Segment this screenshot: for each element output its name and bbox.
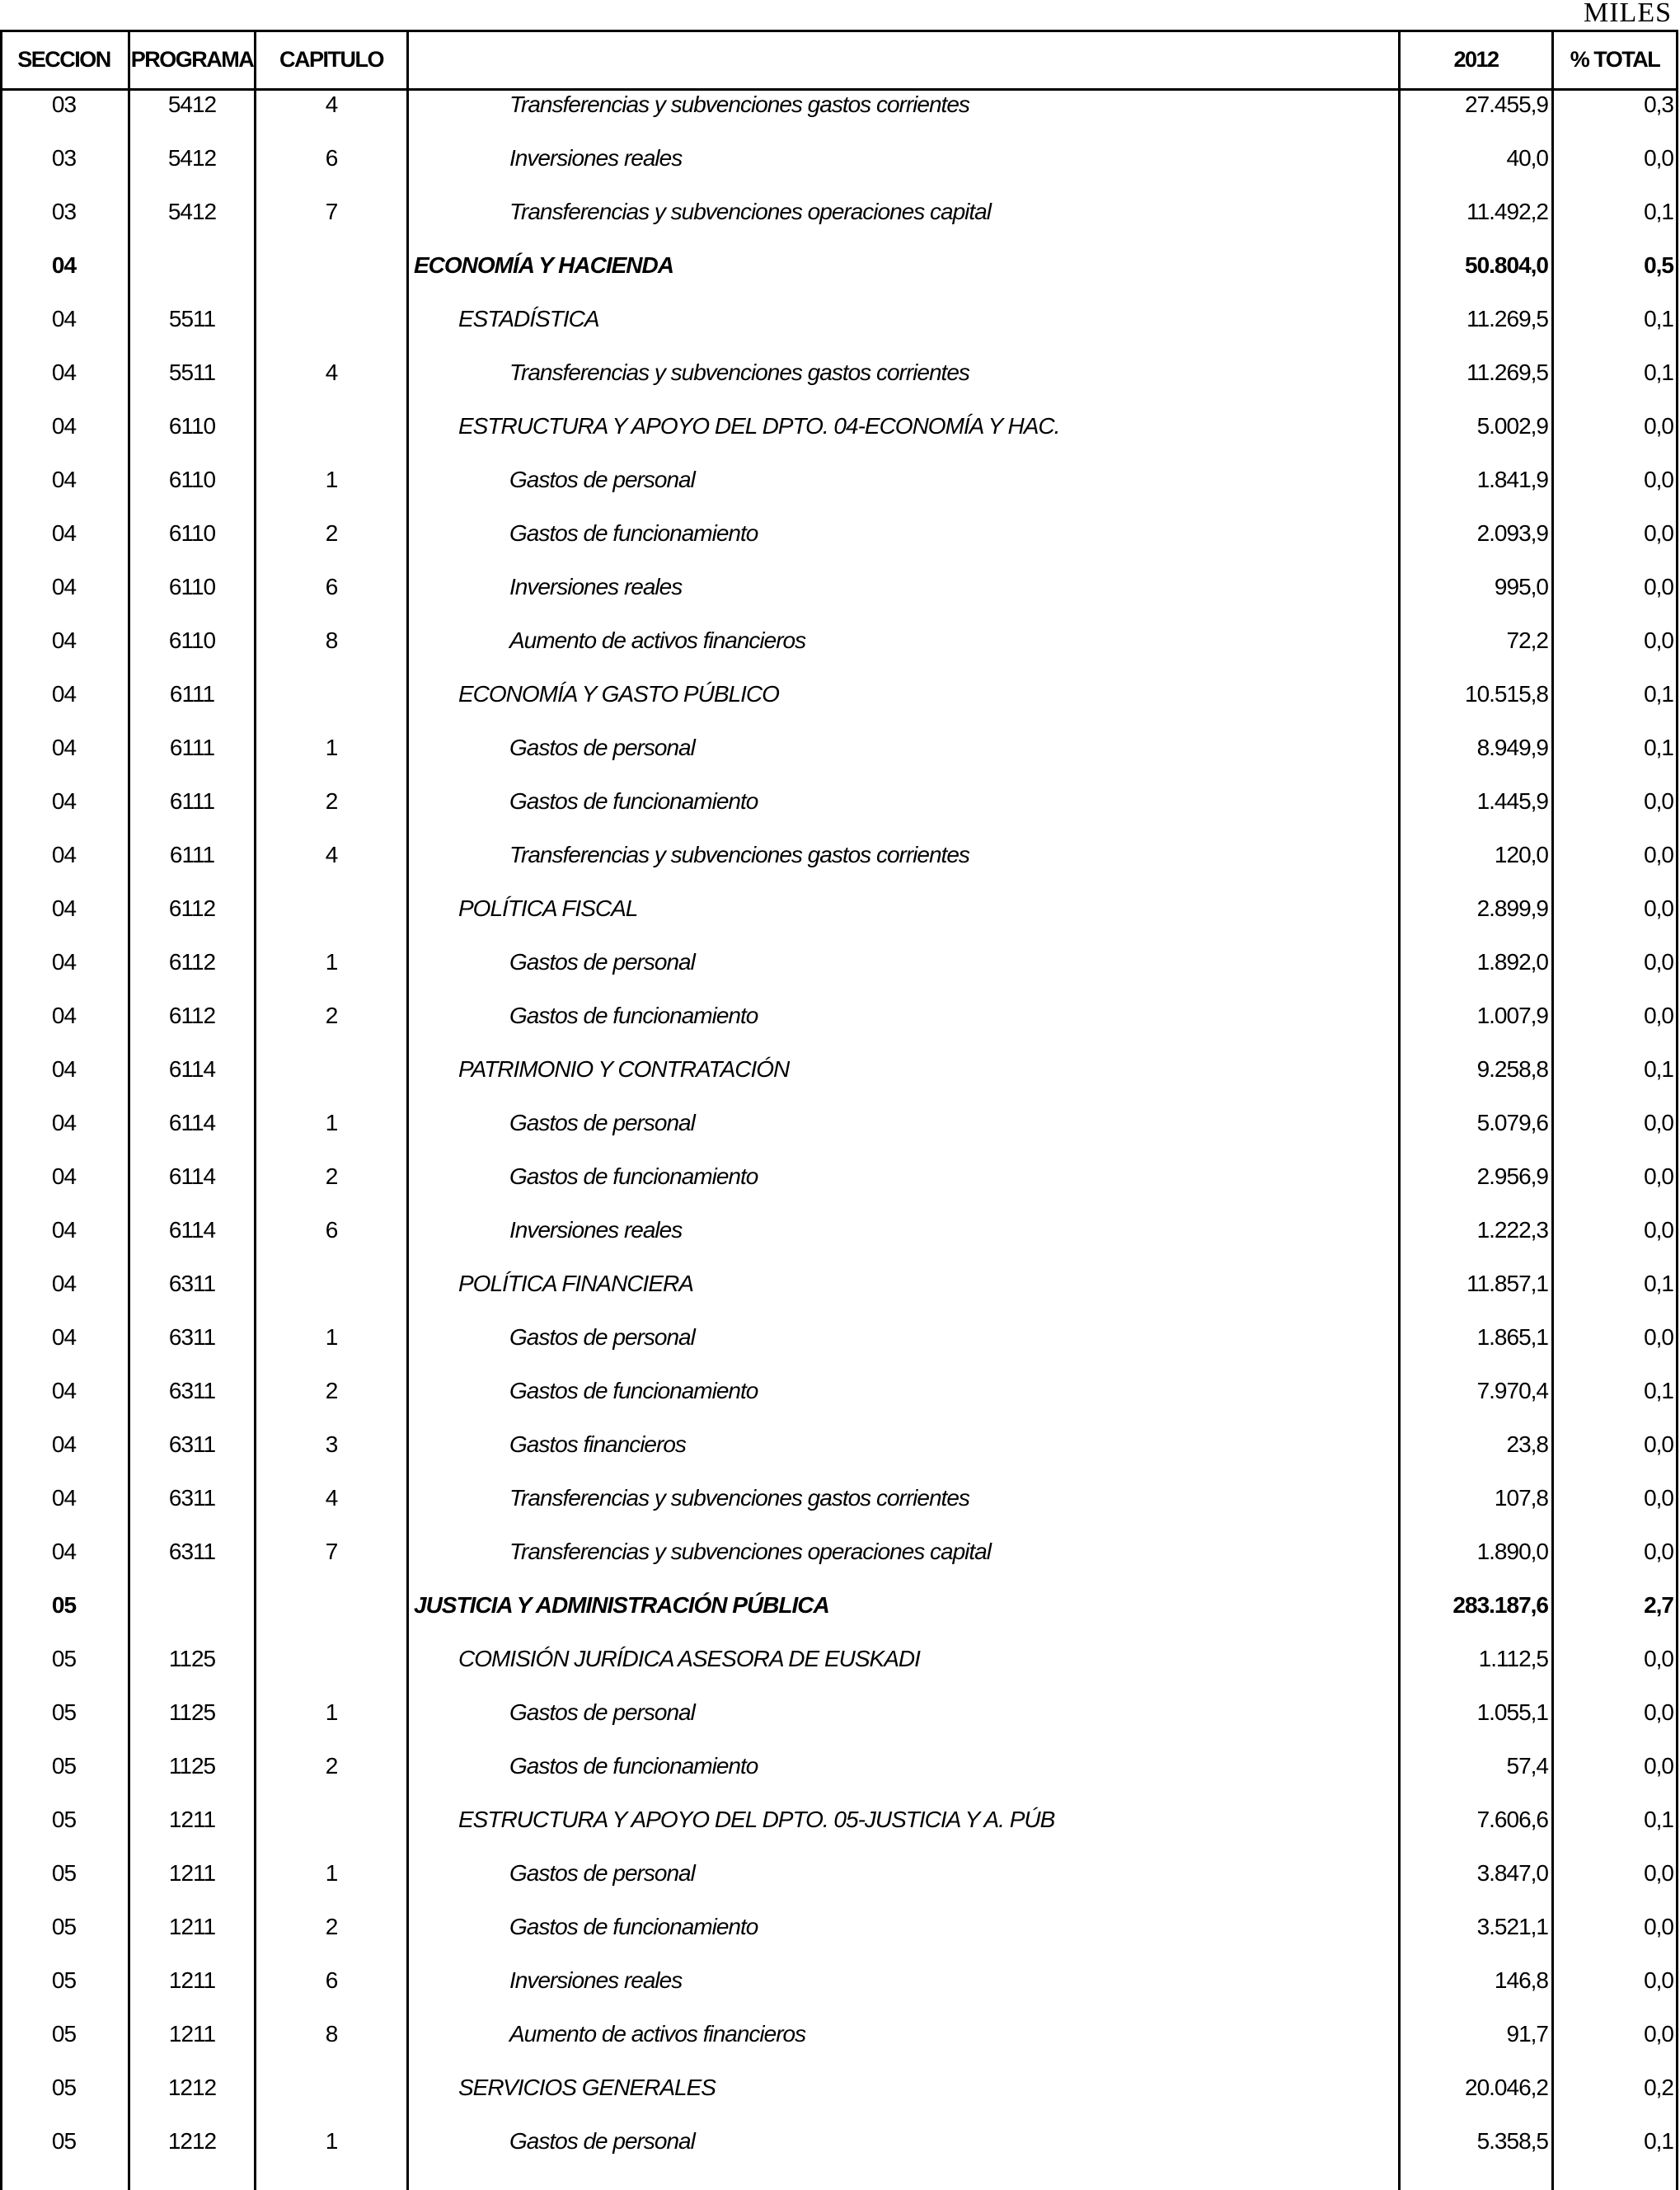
pct-total-cell: 0,1 — [1644, 2128, 1673, 2154]
table-row — [0, 91, 1678, 144]
descripcion-cell: Inversiones reales — [509, 574, 683, 599]
table-row — [0, 1967, 1678, 2020]
amount-cell: 3.847,0 — [1476, 1860, 1548, 1886]
descripcion-cell: Transferencias y subvenciones gastos corrientes — [509, 842, 969, 867]
amount-cell: 72,2 — [1506, 627, 1548, 653]
seccion-cell: 04 — [51, 1217, 77, 1243]
descripcion-cell: Gastos de funcionamiento — [509, 1753, 758, 1779]
seccion-cell: 04 — [51, 1539, 77, 1564]
pct-total-cell: 0,0 — [1644, 1860, 1673, 1886]
amount-cell: 283.187,6 — [1452, 1592, 1548, 1618]
pct-total-cell: 0,0 — [1644, 1110, 1673, 1135]
programa-cell: 1211 — [168, 2021, 216, 2047]
table-row — [0, 1752, 1678, 1806]
descripcion-cell: Transferencias y subvenciones gastos corrientes — [509, 360, 969, 385]
pct-total-cell: 0,1 — [1644, 199, 1673, 224]
descripcion-cell: SERVICIOS GENERALES — [458, 2075, 716, 2100]
seccion-cell: 04 — [51, 1163, 77, 1189]
programa-cell: 1212 — [167, 2075, 217, 2100]
amount-cell: 1.892,0 — [1476, 949, 1548, 975]
programa-cell: 6311 — [168, 1378, 216, 1403]
descripcion-cell: ESTADÍSTICA — [458, 306, 599, 331]
descripcion-cell: Gastos de personal — [509, 1860, 695, 1886]
descripcion-cell: Gastos de funcionamiento — [509, 1163, 758, 1189]
capitulo-cell: 6 — [325, 1967, 338, 1993]
descripcion-cell: Gastos de personal — [509, 1699, 695, 1725]
seccion-cell: 04 — [51, 360, 77, 385]
programa-cell: 6111 — [169, 735, 215, 760]
programa-cell: 1125 — [168, 1699, 216, 1725]
table-row — [0, 1431, 1678, 1484]
table-row — [0, 787, 1678, 841]
descripcion-cell: Inversiones reales — [509, 1967, 683, 1993]
capitulo-cell: 2 — [325, 1914, 338, 1939]
pct-total-cell: 0,0 — [1644, 467, 1673, 492]
seccion-cell: 04 — [51, 1431, 77, 1457]
pct-total-cell: 0,0 — [1644, 1485, 1673, 1511]
programa-cell: 5511 — [168, 306, 216, 331]
descripcion-cell: Inversiones reales — [509, 145, 683, 171]
capitulo-cell: 7 — [325, 199, 338, 224]
unit-label: MILES — [1584, 0, 1672, 28]
pct-total-cell: 2,7 — [1644, 1592, 1673, 1618]
amount-cell: 995,0 — [1494, 574, 1548, 599]
pct-total-cell: 0,1 — [1644, 735, 1673, 760]
capitulo-cell: 2 — [325, 1378, 338, 1403]
header-seccion: SECCION — [17, 47, 110, 72]
table-row — [0, 251, 1678, 305]
amount-cell: 11.492,2 — [1466, 199, 1548, 224]
seccion-cell: 04 — [51, 413, 77, 439]
descripcion-cell: ECONOMÍA Y GASTO PÚBLICO — [458, 681, 779, 707]
table-row — [0, 2074, 1678, 2127]
amount-cell: 2.093,9 — [1476, 520, 1548, 546]
table-row — [0, 1163, 1678, 1216]
amount-cell: 8.949,9 — [1476, 735, 1548, 760]
amount-cell: 7.970,4 — [1476, 1378, 1548, 1403]
descripcion-cell: JUSTICIA Y ADMINISTRACIÓN PÚBLICA — [414, 1592, 829, 1618]
descripcion-cell: Gastos de funcionamiento — [509, 1914, 758, 1939]
table-row — [0, 1538, 1678, 1591]
amount-cell: 10.515,8 — [1465, 681, 1548, 707]
programa-cell: 6110 — [168, 413, 216, 439]
pct-total-cell: 0,0 — [1644, 1699, 1673, 1725]
amount-cell: 7.606,6 — [1476, 1807, 1548, 1832]
capitulo-cell: 8 — [325, 2021, 338, 2047]
amount-cell: 57,4 — [1506, 1753, 1548, 1779]
amount-cell: 27.455,9 — [1465, 92, 1548, 117]
amount-cell: 9.258,8 — [1476, 1056, 1548, 1082]
descripcion-cell: Transferencias y subvenciones gastos corrientes — [509, 92, 969, 117]
seccion-cell: 04 — [51, 681, 77, 707]
seccion-cell: 05 — [51, 1860, 77, 1886]
seccion-cell: 05 — [51, 1914, 77, 1939]
descripcion-cell: ESTRUCTURA Y APOYO DEL DPTO. 04-ECONOMÍA Y HAC. — [458, 413, 1060, 439]
pct-total-cell: 0,0 — [1644, 842, 1673, 867]
programa-cell: 5412 — [167, 145, 217, 171]
header-pct-total: % TOTAL — [1570, 47, 1660, 72]
descripcion-cell: Inversiones reales — [509, 1217, 683, 1243]
table-row — [0, 1055, 1678, 1109]
seccion-cell: 03 — [51, 199, 77, 224]
seccion-cell: 05 — [51, 1967, 77, 1993]
descripcion-cell: Gastos de personal — [509, 2128, 695, 2154]
table-row — [0, 948, 1678, 1002]
pct-total-cell: 0,0 — [1644, 574, 1673, 599]
table-row — [0, 680, 1678, 734]
pct-total-cell: 0,0 — [1644, 1163, 1673, 1189]
table-row — [0, 1859, 1678, 1913]
pct-total-cell: 0,0 — [1644, 2021, 1673, 2047]
programa-cell: 6311 — [168, 1324, 216, 1350]
budget-table — [0, 30, 1678, 2190]
seccion-cell: 04 — [51, 627, 77, 653]
programa-cell: 5412 — [167, 199, 217, 224]
seccion-cell: 05 — [51, 1646, 77, 1671]
pct-total-cell: 0,0 — [1644, 1914, 1673, 1939]
seccion-cell: 05 — [51, 1807, 77, 1832]
descripcion-cell: ESTRUCTURA Y APOYO DEL DPTO. 05-JUSTICIA Y A. PÚB — [458, 1807, 1055, 1832]
programa-cell: 6110 — [168, 627, 216, 653]
seccion-cell: 04 — [51, 788, 77, 814]
header-year: 2012 — [1453, 47, 1499, 72]
capitulo-cell: 4 — [325, 360, 338, 385]
amount-cell: 11.269,5 — [1466, 306, 1548, 331]
amount-cell: 1.841,9 — [1476, 467, 1548, 492]
table-row — [0, 1270, 1678, 1323]
pct-total-cell: 0,1 — [1644, 1807, 1673, 1832]
pct-total-cell: 0,0 — [1644, 1217, 1673, 1243]
pct-total-cell: 0,2 — [1644, 2075, 1673, 2100]
seccion-cell: 04 — [51, 735, 77, 760]
amount-cell: 1.445,9 — [1476, 788, 1548, 814]
programa-cell: 5412 — [167, 92, 217, 117]
programa-cell: 6112 — [168, 949, 216, 975]
seccion-cell: 04 — [51, 1110, 77, 1135]
seccion-cell: 04 — [51, 1271, 77, 1296]
pct-total-cell: 0,0 — [1644, 413, 1673, 439]
pct-total-cell: 0,1 — [1644, 306, 1673, 331]
pct-total-cell: 0,1 — [1644, 1056, 1673, 1082]
pct-total-cell: 0,1 — [1644, 1271, 1673, 1296]
table-row — [0, 895, 1678, 948]
table-row — [0, 1323, 1678, 1377]
capitulo-cell: 1 — [325, 2128, 338, 2154]
table-row — [0, 2020, 1678, 2074]
table-row — [0, 627, 1678, 680]
descripcion-cell: POLÍTICA FINANCIERA — [458, 1271, 693, 1296]
header-programa: PROGRAMA — [130, 47, 254, 72]
pct-total-cell: 0,0 — [1644, 520, 1673, 546]
amount-cell: 20.046,2 — [1465, 2075, 1548, 2100]
programa-cell: 6311 — [168, 1271, 216, 1296]
table-row — [0, 519, 1678, 573]
programa-cell: 1211 — [168, 1860, 216, 1886]
amount-cell: 1.222,3 — [1476, 1217, 1548, 1243]
descripcion-cell: Gastos de funcionamiento — [509, 520, 758, 546]
descripcion-cell: Gastos de personal — [509, 467, 695, 492]
amount-cell: 2.899,9 — [1476, 895, 1548, 921]
descripcion-cell: Gastos financieros — [509, 1431, 686, 1457]
seccion-cell: 05 — [51, 2075, 77, 2100]
amount-cell: 11.269,5 — [1466, 360, 1548, 385]
capitulo-cell: 4 — [325, 92, 338, 117]
programa-cell: 6311 — [168, 1485, 216, 1511]
seccion-cell: 04 — [51, 1485, 77, 1511]
pct-total-cell: 0,1 — [1644, 681, 1673, 707]
seccion-cell: 04 — [51, 467, 77, 492]
programa-cell: 6112 — [168, 1003, 216, 1028]
table-row — [0, 1591, 1678, 1645]
table-row — [0, 1002, 1678, 1055]
table-row — [0, 466, 1678, 519]
seccion-cell: 05 — [51, 1699, 77, 1725]
programa-cell: 1125 — [168, 1646, 216, 1671]
amount-cell: 1.112,5 — [1478, 1646, 1548, 1671]
capitulo-cell: 2 — [325, 1003, 338, 1028]
capitulo-cell: 6 — [325, 574, 338, 599]
descripcion-cell: Aumento de activos financieros — [509, 2021, 806, 2047]
programa-cell: 6114 — [168, 1056, 216, 1082]
table-row — [0, 1699, 1678, 1752]
pct-total-cell: 0,0 — [1644, 895, 1673, 921]
pct-total-cell: 0,0 — [1644, 788, 1673, 814]
table-row — [0, 1806, 1678, 1859]
programa-cell: 6111 — [169, 788, 215, 814]
amount-cell: 23,8 — [1506, 1431, 1548, 1457]
seccion-cell: 04 — [51, 1003, 77, 1028]
capitulo-cell: 2 — [325, 520, 338, 546]
amount-cell: 2.956,9 — [1476, 1163, 1548, 1189]
capitulo-cell: 7 — [325, 1539, 338, 1564]
descripcion-cell: Transferencias y subvenciones operaciones capital — [509, 199, 991, 224]
table-row — [0, 1913, 1678, 1967]
descripcion-cell: Gastos de funcionamiento — [509, 788, 758, 814]
descripcion-cell: PATRIMONIO Y CONTRATACIÓN — [458, 1056, 790, 1082]
descripcion-cell: Gastos de personal — [509, 735, 695, 760]
seccion-cell: 04 — [51, 520, 77, 546]
capitulo-cell: 4 — [325, 1485, 338, 1511]
header-descripcion — [409, 30, 1398, 89]
programa-cell: 1125 — [168, 1753, 216, 1779]
amount-cell: 1.890,0 — [1476, 1539, 1548, 1564]
descripcion-cell: Gastos de personal — [509, 949, 695, 975]
seccion-cell: 04 — [51, 574, 77, 599]
amount-cell: 120,0 — [1494, 842, 1548, 867]
table-row — [0, 198, 1678, 251]
programa-cell: 6311 — [168, 1431, 216, 1457]
amount-cell: 107,8 — [1494, 1485, 1548, 1511]
table-row — [0, 1484, 1678, 1538]
descripcion-cell: COMISIÓN JURÍDICA ASESORA DE EUSKADI — [458, 1646, 920, 1671]
programa-cell: 6110 — [168, 574, 216, 599]
programa-cell: 6110 — [168, 520, 216, 546]
amount-cell: 5.358,5 — [1476, 2128, 1548, 2154]
table-row — [0, 359, 1678, 412]
table-row — [0, 144, 1678, 198]
descripcion-cell: Gastos de funcionamiento — [509, 1003, 758, 1028]
capitulo-cell: 1 — [325, 1860, 338, 1886]
programa-cell: 6114 — [168, 1110, 216, 1135]
pct-total-cell: 0,1 — [1644, 1378, 1673, 1403]
seccion-cell: 04 — [51, 1324, 77, 1350]
descripcion-cell: ECONOMÍA Y HACIENDA — [414, 252, 673, 278]
pct-total-cell: 0,0 — [1644, 1646, 1673, 1671]
pct-total-cell: 0,0 — [1644, 1324, 1673, 1350]
descripcion-cell: Aumento de activos financieros — [509, 627, 806, 653]
capitulo-cell: 1 — [325, 1324, 338, 1350]
table-row — [0, 412, 1678, 466]
amount-cell: 5.079,6 — [1476, 1110, 1548, 1135]
descripcion-cell: Gastos de personal — [509, 1110, 695, 1135]
programa-cell: 6114 — [168, 1217, 216, 1243]
pct-total-cell: 0,5 — [1644, 252, 1673, 278]
pct-total-cell: 0,0 — [1644, 145, 1673, 171]
descripcion-cell: Gastos de personal — [509, 1324, 695, 1350]
seccion-cell: 05 — [51, 2128, 77, 2154]
amount-cell: 146,8 — [1494, 1967, 1548, 1993]
capitulo-cell: 1 — [325, 467, 338, 492]
seccion-cell: 04 — [51, 895, 77, 921]
programa-cell: 6311 — [168, 1539, 216, 1564]
pct-total-cell: 0,0 — [1644, 1967, 1673, 1993]
capitulo-cell: 4 — [325, 842, 338, 867]
seccion-cell: 04 — [51, 1056, 77, 1082]
seccion-cell: 04 — [51, 306, 77, 331]
table-body — [0, 91, 1678, 2181]
pct-total-cell: 0,0 — [1644, 1431, 1673, 1457]
table-row — [0, 2127, 1678, 2181]
programa-cell: 6114 — [168, 1163, 216, 1189]
capitulo-cell: 1 — [325, 949, 338, 975]
capitulo-cell: 6 — [325, 1217, 338, 1243]
header-capitulo: CAPITULO — [279, 47, 383, 72]
table-header — [0, 30, 1678, 89]
table-row — [0, 1216, 1678, 1270]
amount-cell: 1.007,9 — [1476, 1003, 1548, 1028]
pct-total-cell: 0,0 — [1644, 1539, 1673, 1564]
programa-cell: 6112 — [168, 895, 216, 921]
table-row — [0, 1645, 1678, 1699]
capitulo-cell: 6 — [325, 145, 338, 171]
capitulo-cell: 1 — [325, 1699, 338, 1725]
pct-total-cell: 0,1 — [1644, 360, 1673, 385]
programa-cell: 1211 — [168, 1967, 216, 1993]
table-row — [0, 841, 1678, 895]
programa-cell: 1211 — [168, 1807, 216, 1832]
pct-total-cell: 0,0 — [1644, 627, 1673, 653]
pct-total-cell: 0,0 — [1644, 1003, 1673, 1028]
seccion-cell: 03 — [51, 92, 77, 117]
seccion-cell: 05 — [51, 1753, 77, 1779]
capitulo-cell: 1 — [325, 735, 338, 760]
programa-cell: 6111 — [169, 842, 215, 867]
seccion-cell: 05 — [51, 1592, 77, 1618]
capitulo-cell: 1 — [325, 1110, 338, 1135]
descripcion-cell: POLÍTICA FISCAL — [458, 895, 638, 921]
amount-cell: 1.055,1 — [1476, 1699, 1548, 1725]
seccion-cell: 04 — [51, 1378, 77, 1403]
programa-cell: 1211 — [168, 1914, 216, 1939]
capitulo-cell: 2 — [325, 788, 338, 814]
descripcion-cell: Transferencias y subvenciones gastos corrientes — [509, 1485, 969, 1511]
amount-cell: 50.804,0 — [1465, 252, 1548, 278]
seccion-cell: 05 — [51, 2021, 77, 2047]
programa-cell: 1212 — [167, 2128, 217, 2154]
amount-cell: 3.521,1 — [1476, 1914, 1548, 1939]
programa-cell: 6111 — [169, 681, 215, 707]
capitulo-cell: 2 — [325, 1753, 338, 1779]
capitulo-cell: 3 — [325, 1431, 338, 1457]
table-row — [0, 305, 1678, 359]
programa-cell: 6110 — [168, 467, 216, 492]
capitulo-cell: 8 — [325, 627, 338, 653]
descripcion-cell: Gastos de funcionamiento — [509, 1378, 758, 1403]
table-row — [0, 1377, 1678, 1431]
pct-total-cell: 0,0 — [1644, 949, 1673, 975]
amount-cell: 40,0 — [1506, 145, 1548, 171]
table-row — [0, 573, 1678, 627]
capitulo-cell: 2 — [325, 1163, 338, 1189]
descripcion-cell: Transferencias y subvenciones operaciones capital — [509, 1539, 991, 1564]
amount-cell: 1.865,1 — [1476, 1324, 1548, 1350]
seccion-cell: 03 — [51, 145, 77, 171]
table-row — [0, 734, 1678, 787]
seccion-cell: 04 — [51, 252, 77, 278]
programa-cell: 5511 — [168, 360, 216, 385]
seccion-cell: 04 — [51, 842, 77, 867]
amount-cell: 5.002,9 — [1476, 413, 1548, 439]
amount-cell: 11.857,1 — [1466, 1271, 1548, 1296]
pct-total-cell: 0,0 — [1644, 1753, 1673, 1779]
pct-total-cell: 0,3 — [1644, 92, 1673, 117]
seccion-cell: 04 — [51, 949, 77, 975]
table-row — [0, 1109, 1678, 1163]
amount-cell: 91,7 — [1506, 2021, 1548, 2047]
